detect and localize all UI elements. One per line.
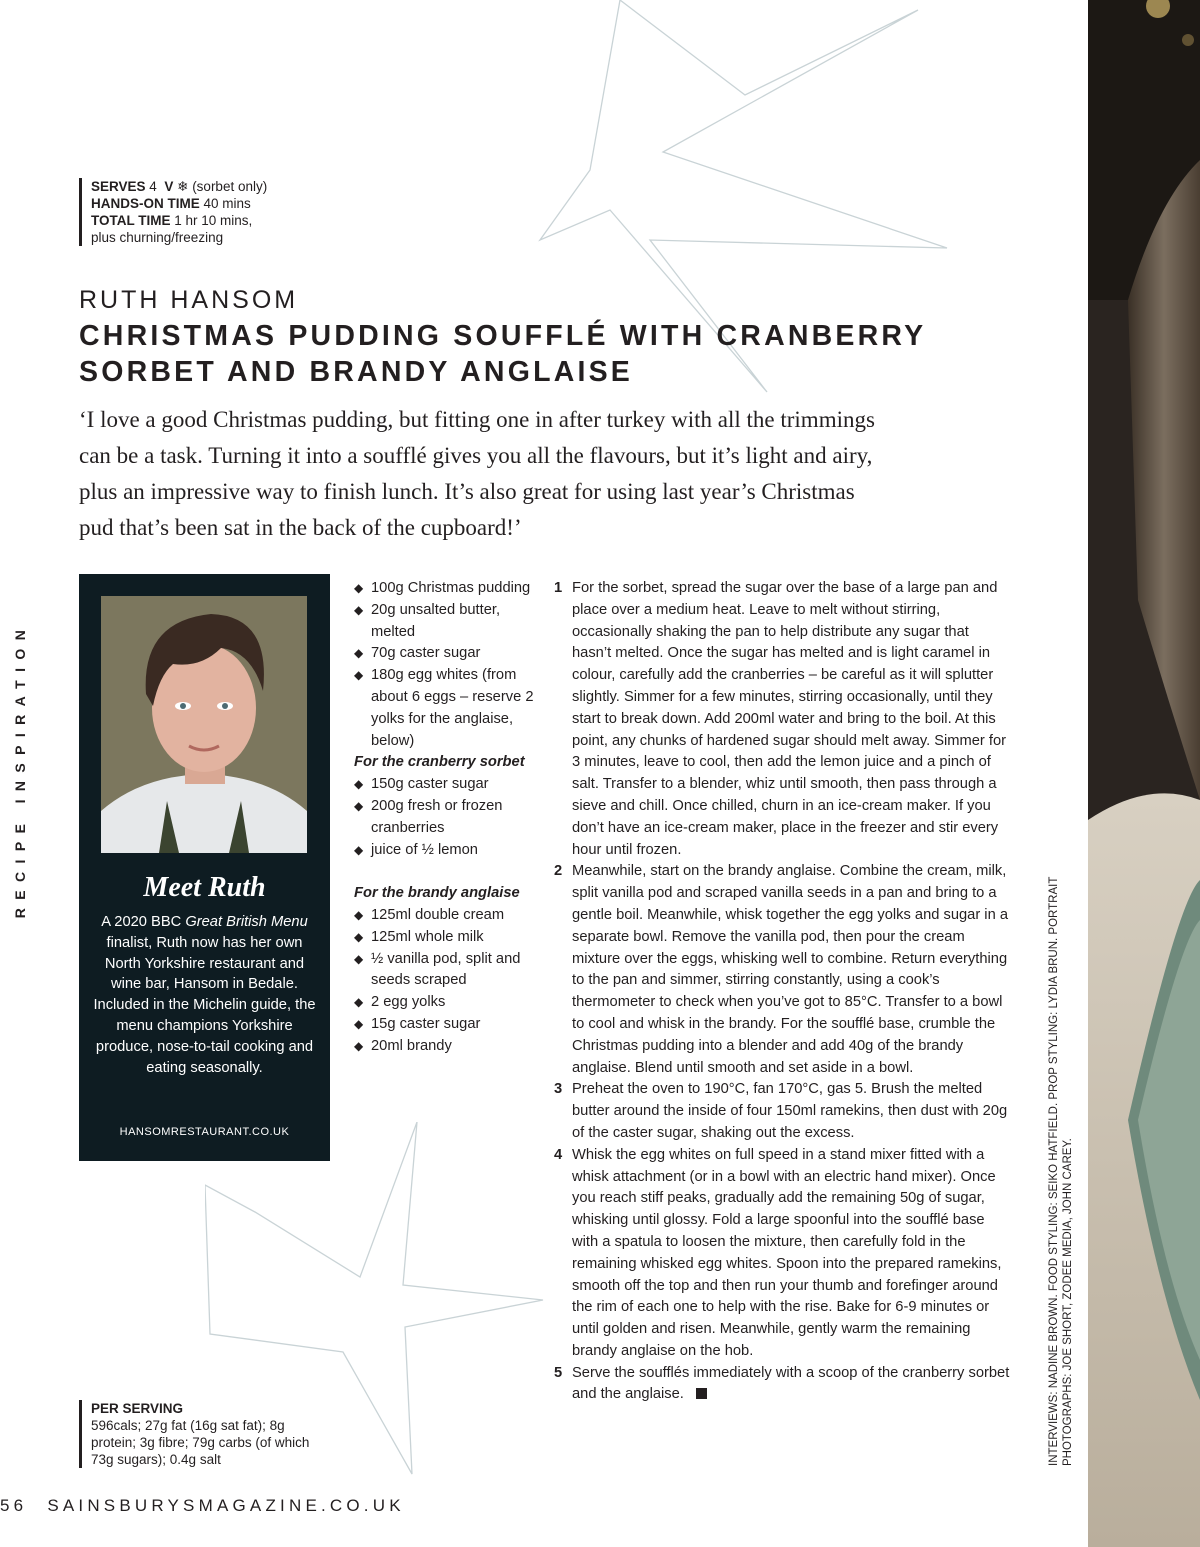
title-line-2: SORBET AND BRANDY ANGLAISE (79, 356, 634, 388)
recipe-title (79, 318, 979, 390)
chef-bio (89, 912, 320, 1078)
chef-portrait-illustration (101, 596, 307, 853)
end-mark-icon (696, 1388, 707, 1399)
per-serving-box (79, 1400, 331, 1468)
meet-chef-box (79, 574, 330, 1161)
page-footer (0, 1496, 405, 1516)
step-number: 3 (554, 1081, 563, 1098)
ingredient-item: ◆ 125ml double cream (354, 905, 544, 927)
ingredient-item: ◆ 200g fresh or frozen cranberries (354, 796, 544, 840)
freeze-note: (sorbet only) (192, 179, 268, 194)
total-time-line (91, 212, 391, 229)
sorbet-subheading: For the cranberry sorbet (354, 754, 525, 771)
anglaise-subheading: For the brandy anglaise (354, 885, 520, 902)
method-step (554, 1145, 1010, 1363)
snowflake-icon: ❄ (177, 179, 189, 194)
method-step (554, 1363, 1010, 1407)
ingredient-item: ◆ 100g Christmas pudding (354, 578, 544, 600)
step-number: 4 (554, 1146, 563, 1163)
meet-heading: Meet Ruth (143, 872, 266, 903)
page-number: 56 (0, 1496, 28, 1515)
step-text: For the sorbet, spread the sugar over the base of a large pan and place over a medium heat. Leave to melt without stirring, occasionally shaking the pan to help distribute any sugar that hasn’t melted. Once the sugar has melted and is light caramel in colour, carefully add the cranberries – be careful as it will splutter slightly. Simmer for a few minutes, stirring occasionally, until they start to break down. Add 200ml water and bring to the boil. At this point, any chunks of hardened sugar should melt away. Simmer for 3 minutes, leave to cool, then add the lemon juice and a pinch of salt. Transfer to a blender, whiz until smooth, then pass through a sieve and chill. Once chilled, churn in an ice-cream maker. If you don’t have an ice-cream maker, place in the freezer and stir every hour until frozen. (572, 580, 1007, 858)
total-time-note: plus churning/freezing (91, 230, 224, 245)
chef-portrait (101, 596, 307, 853)
step-text: Preheat the oven to 190°C, fan 170°C, gas 5. Brush the melted butter around the inside of four 150ml ramekins, then dust with 20g of the caster sugar, shaking out the excess. (572, 1081, 1008, 1141)
restaurant-website-link[interactable]: HANSOMRESTAURANT.CO.UK (119, 1126, 290, 1138)
magazine-website-link[interactable]: SAINSBURYSMAGAZINE.CO.UK (47, 1496, 405, 1515)
hands-on-value: 40 mins (203, 196, 251, 211)
hands-on-line (91, 195, 391, 212)
ingredient-item: ◆ 15g caster sugar (354, 1014, 544, 1036)
ingredient-item: ◆ 125ml whole milk (354, 927, 544, 949)
total-time-value: 1 hr 10 mins, (174, 213, 253, 228)
ingredient-item: ◆ 20ml brandy (354, 1036, 544, 1058)
step-text: Whisk the egg whites on full speed in a stand mixer fitted with a whisk attachment (or in a bowl with an electric hand mixer). Once you reach stiff peaks, gradually add the remaining 50g of sugar, whisking until glossy. Fold a large spoonful into the soufflé base with a spatula to loosen the mixture, then carefully fold in the remaining whisked egg whites. Spoon into the prepared ramekins, smooth off the top and then run your thumb and forefinger around the rim of each one to help with the rise. Bake for 6-9 minutes or until golden and risen. Meanwhile, gently warm the remaining brandy anglaise on the hob. (572, 1146, 1002, 1359)
intro-quote: ‘I love a good Christmas pudding, but fitting one in after turkey with all the trimmings can be a task. Turning it into a soufflé gives you all the flavours, but it’s light and airy, plus an impressive way to finish lunch. It’s also great for using last year’s Christmas pud that’s been sat in the back of the cupboard!’ (79, 407, 875, 540)
method-step (554, 861, 1010, 1079)
step-number: 5 (554, 1364, 563, 1381)
step-number: 1 (554, 580, 563, 596)
serves-label: SERVES (91, 179, 146, 194)
ingredients-list (354, 578, 544, 1058)
ingredient-item: ◆ juice of ½ lemon (354, 840, 544, 862)
ingredient-item: ◆ 150g caster sugar (354, 774, 544, 796)
ingredient-item: ◆ 20g unsalted butter, melted (354, 600, 544, 644)
ingredient-item: ◆ 180g egg whites (from about 6 eggs – reserve 2 yolks for the anglaise, below) (354, 665, 544, 752)
dessert-photo-strip (1088, 0, 1200, 1547)
spacer (354, 861, 544, 883)
hands-on-label: HANDS-ON TIME (91, 196, 200, 211)
total-time-label: TOTAL TIME (91, 213, 171, 228)
photo-credits-text: INTERVIEWS: NADINE BROWN. FOOD STYLING: SEIKO HATFIELD. PROP STYLING: LYDIA BRUN. PORTRAIT PHOTOGRAPHS: JOE SHORT, ZODEE MEDIA, JOHN CAREY. (1048, 876, 1074, 1466)
step-text: Meanwhile, start on the brandy anglaise. Combine the cream, milk, split vanilla pod and scraped vanilla seeds in a pan and bring to a gentle boil. Meanwhile, whisk together the egg yolks and sugar in a separate bowl. Remove the vanilla pod, then pour the cream mixture over the eggs, whisking well to combine. Return everything to the pan and simmer, stirring constantly, using a cook’s thermometer to check when you’ve got to 85°C. Transfer to a bowl to cool and whisk in the brandy. For the soufflé base, crumble the Christmas pudding into a blender and add 40g of the brandy anglaise. Blend until smooth and set aside in a bowl. (572, 863, 1008, 1076)
section-tab (10, 612, 30, 932)
serves-line (91, 178, 391, 195)
title-line-1: CHRISTMAS PUDDING SOUFFLÉ WITH CRANBERRY (79, 320, 927, 352)
chef-name: RUTH HANSOM (79, 286, 299, 314)
method-steps (554, 578, 1010, 1406)
method-step (554, 1079, 1010, 1144)
photo-credits (1046, 870, 1076, 1470)
bio-text-end: finalist, Ruth now has her own North Yorkshire restaurant and wine bar, Hansom in Bedale. Included in the Michelin guide, the menu champions Yorkshire produce, nose-to-tail cooking and eating seasonally. (93, 934, 316, 1076)
section-tab-label: RECIPE INSPIRATION (12, 621, 28, 919)
bio-text-start: A 2020 BBC (101, 914, 186, 930)
step-number: 2 (554, 863, 563, 880)
ingredient-item: ◆ ½ vanilla pod, split and seeds scraped (354, 949, 544, 993)
per-serving-text: 596cals; 27g fat (16g sat fat); 8g protein; 3g fibre; 79g carbs (of which 73g sugars); 0.4g salt (91, 1418, 310, 1467)
method-step (554, 578, 1010, 861)
serves-value: 4 (149, 179, 157, 194)
bio-show-title: Great British Menu (185, 914, 308, 930)
per-serving-label: PER SERVING (91, 1401, 184, 1416)
recipe-info (79, 178, 391, 246)
vegetarian-mark: V (164, 179, 174, 194)
ingredient-item: ◆ 70g caster sugar (354, 643, 544, 665)
ingredient-item: ◆ 2 egg yolks (354, 992, 544, 1014)
step-text: Serve the soufflés immediately with a scoop of the cranberry sorbet and the anglaise. (572, 1364, 1010, 1403)
